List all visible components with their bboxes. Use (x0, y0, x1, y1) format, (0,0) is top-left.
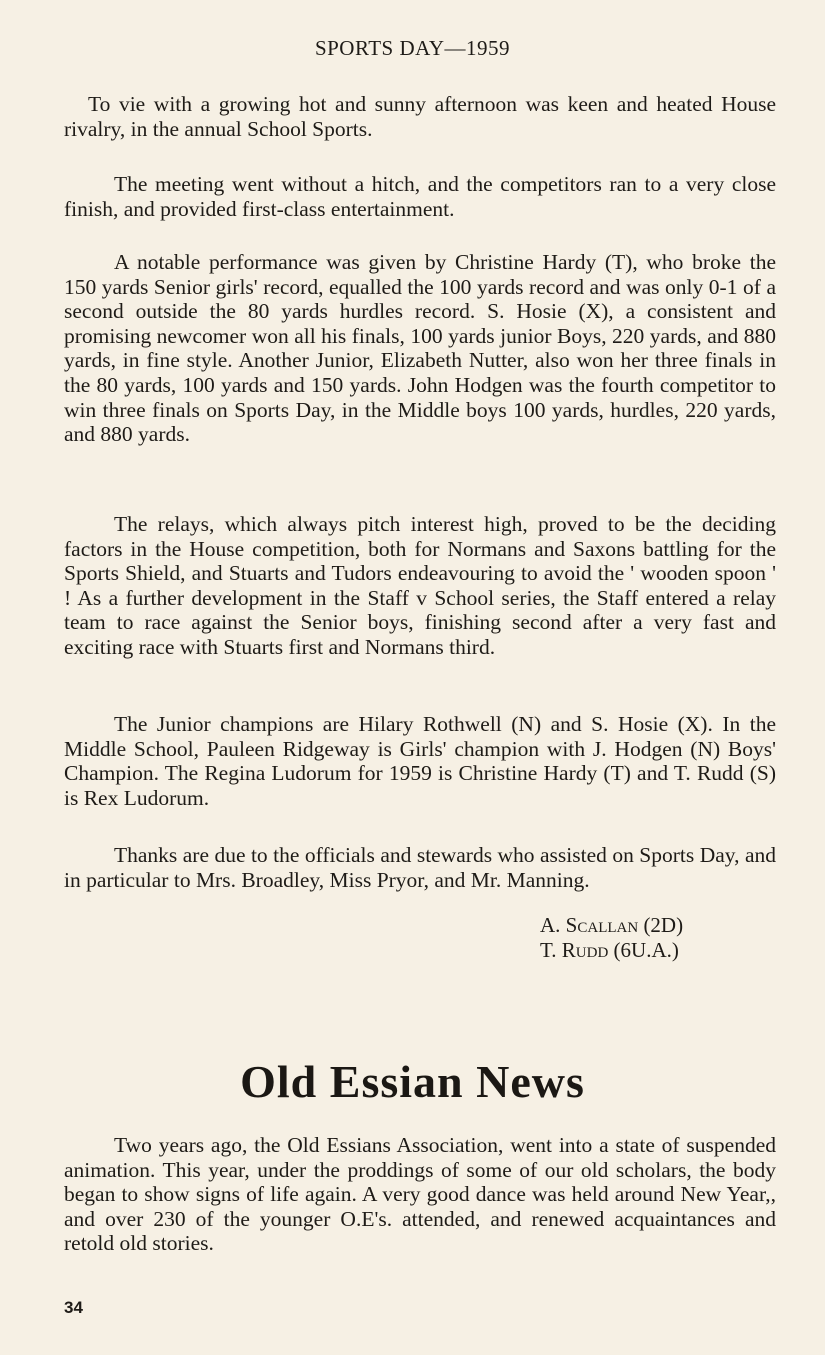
page-number: 34 (64, 1298, 83, 1317)
section-title: Old Essian News (240, 1056, 585, 1107)
signature-1-form: (2D) (643, 913, 684, 937)
paragraph-3: A notable performance was given by Christine Hardy (T), who broke the 150 yards Senior girls' record, equalled the 100 yards record and was only 0-1 of a second outside the 80 yards hurdles record. S. Hosie (X), a consistent and promising newcomer won all his finals, 100 yards junior Boys, 220 yards, and 880 yards, in fine style. Another Junior, Elizabeth Nutter, also won her three finals in the 80 yards, 100 yards and 150 yards. John Hodgen was the fourth competitor to win three finals on Sports Day, in the Middle boys 100 yards, hurdles, 220 yards, and 880 yards. (64, 250, 776, 447)
paragraph-4: The relays, which always pitch interest high, proved to be the deciding factors in the House competition, both for Normans and Saxons battling for the Sports Shield, and Stuarts and Tudors endeavouring to avoid the ' wooden spoon ' ! As a further development in the Staff v School series, the Staff entered a relay team to race against the Senior boys, finishing second after a very fast and exciting race with Stuarts first and Normans third. (64, 512, 776, 659)
signature-1-initial: A. (540, 913, 561, 937)
paragraph-4-block (64, 512, 776, 660)
paragraph-1: To vie with a growing hot and sunny afternoon was keen and heated House rivalry, in the annual School Sports. (64, 92, 776, 141)
paragraph-6-block (64, 843, 776, 892)
signature-1-name: Scallan (565, 913, 639, 937)
paragraph-5-block (64, 712, 776, 810)
signature-2-name: Rudd (561, 938, 609, 962)
old-essian-block (64, 1133, 776, 1256)
paragraph-6: Thanks are due to the officials and stewards who assisted on Sports Day, and in particular to Mrs. Broadley, Miss Pryor, and Mr. Manning. (64, 843, 776, 892)
paragraph-2-block (64, 172, 776, 221)
page-heading: SPORTS DAY—1959 (314, 36, 511, 60)
paragraph-3-block (64, 250, 776, 447)
paragraph-1-block (64, 92, 776, 141)
paragraph-2: The meeting went without a hitch, and the competitors ran to a very close finish, and provided first-class entertainment. (64, 172, 776, 221)
signature-2-initial: T. (540, 938, 557, 962)
old-essian-paragraph: Two years ago, the Old Essians Association, went into a state of suspended animation. This year, under the proddings of some of our old scholars, the body began to show signs of life again. A very good dance was held around New Year,, and over 230 of the younger O.E's. attended, and renewed acquaintances and retold old stories. (64, 1133, 776, 1256)
paragraph-5: The Junior champions are Hilary Rothwell (N) and S. Hosie (X). In the Middle School, Pauleen Ridgeway is Girls' champion with J. Hodgen (N) Boys' Champion. The Regina Ludorum for 1959 is Christine Hardy (T) and T. Rudd (S) is Rex Ludorum. (64, 712, 776, 810)
signature-2-form: (6U.A.) (613, 938, 679, 962)
signature-1 (540, 913, 683, 937)
signature-2 (540, 938, 679, 962)
